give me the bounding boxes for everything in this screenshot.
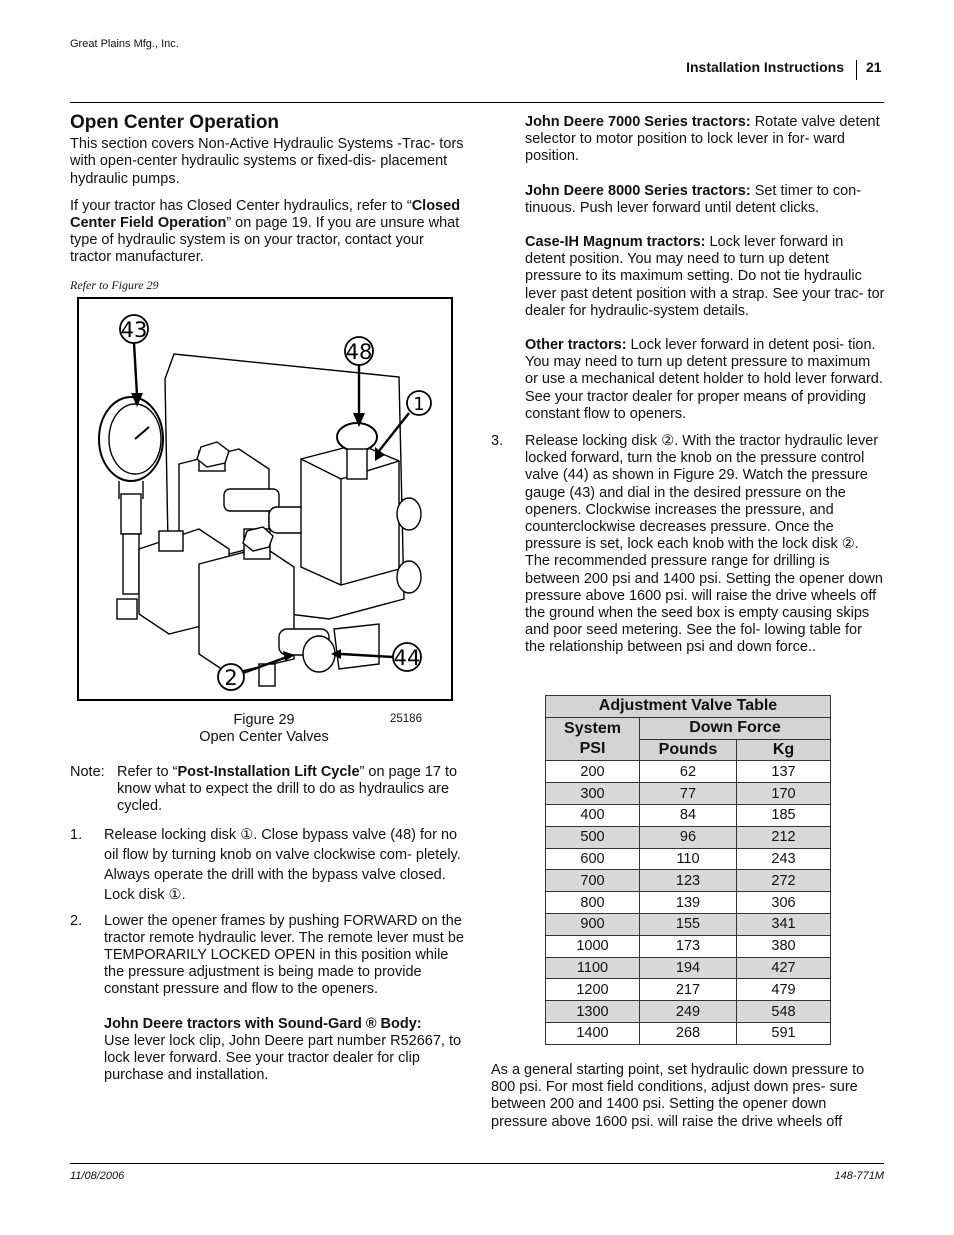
note-block <box>70 764 465 816</box>
figure-caption-number: Figure 29 <box>233 712 295 728</box>
col-header-system-psi <box>546 717 640 761</box>
cell-psi: 500 <box>546 826 640 848</box>
table-row <box>546 783 831 805</box>
cell-psi: 1100 <box>546 957 640 979</box>
closed-pre: If your tractor has Closed Center hydraulics, refer to “ <box>70 197 412 214</box>
callout-2: 2 <box>224 666 238 690</box>
cell-kg: 380 <box>737 935 831 957</box>
callout-48: 48 <box>345 340 373 364</box>
left-column <box>70 114 465 294</box>
jd-sound-gard-text: Use lever lock clip, John Deere part number R52667, to lock lever forward. See your tractor dealer for clip purchase and installation. <box>104 1032 462 1084</box>
note-post: ” on page 17 to know what to expect the drill to do as hydraulics are cycled. <box>117 764 458 815</box>
cell-psi: 900 <box>546 913 640 935</box>
cell-pounds: 123 <box>640 870 737 892</box>
callout-43: 43 <box>120 318 148 342</box>
cell-pounds: 217 <box>640 979 737 1001</box>
cell-kg: 548 <box>737 1001 831 1023</box>
cell-kg: 243 <box>737 848 831 870</box>
footer-rule <box>70 1163 884 1164</box>
table-row <box>546 804 831 826</box>
cell-psi: 300 <box>546 783 640 805</box>
cell-psi: 800 <box>546 892 640 914</box>
cell-psi: 1400 <box>546 1022 640 1044</box>
closed-link-text: Closed Center Field Operation <box>70 197 461 232</box>
figure-part-number: 25186 <box>390 713 422 725</box>
cell-psi: 1200 <box>546 979 640 1001</box>
figure-29-frame <box>77 297 453 701</box>
figure-caption <box>180 712 348 746</box>
jd7000-paragraph <box>491 114 886 166</box>
step-3-text: Release locking disk ②. With the tractor hydraulic lever locked forward, turn the knob on the pressure control valve (44) as shown in Figure 29. Watch the pressure gauge (43) and dial in the desired pressure on the openers. Clockwise increases the pressure, and counterclockwise decreases pressure. Once the pressure is set, lock each knob with the lock disk ②. The recommended pressure range for drilling is between 200 psi and 1400 psi. Setting the opener down pressure above 1600 psi. will raise the drive wheels off the ground when the seed box is empty causing skips and poor seed metering. See the fol- lowing table for the relationship between psi and down force.. <box>525 433 883 656</box>
adjustment-valve-table <box>545 695 831 1045</box>
cell-kg: 427 <box>737 957 831 979</box>
table-row <box>546 935 831 957</box>
cell-pounds: 84 <box>640 804 737 826</box>
col-header-system: System <box>564 720 621 738</box>
cell-kg: 306 <box>737 892 831 914</box>
case-ih-paragraph <box>491 234 886 320</box>
cell-kg: 212 <box>737 826 831 848</box>
cell-kg: 170 <box>737 783 831 805</box>
jd7000-heading: John Deere 7000 Series tractors: <box>525 114 751 130</box>
jd8000-heading: John Deere 8000 Series tractors: <box>525 182 751 199</box>
cell-pounds: 194 <box>640 957 737 979</box>
cell-pounds: 249 <box>640 1001 737 1023</box>
cell-pounds: 110 <box>640 848 737 870</box>
table-row <box>546 1022 831 1044</box>
page-number: 21 <box>866 59 882 75</box>
col-header-pounds: Pounds <box>640 739 737 761</box>
table-body <box>546 761 831 1044</box>
col-header-kg: Kg <box>737 739 831 761</box>
cell-pounds: 96 <box>640 826 737 848</box>
table-row <box>546 761 831 783</box>
col-header-psi: PSI <box>579 740 606 758</box>
cell-kg: 341 <box>737 913 831 935</box>
cell-kg: 591 <box>737 1022 831 1044</box>
case-ih-heading: Case-IH Magnum tractors: <box>525 234 706 251</box>
jd8000-text: Set timer to con- tinuous. Push lever forward until detent clicks. <box>525 182 862 216</box>
figure-caption-title: Open Center Valves <box>199 729 329 745</box>
figure-reference: Refer to Figure 29 <box>70 277 159 292</box>
jd7000-text: Rotate valve detent selector to motor position to lock lever in for- ward position. <box>525 114 880 165</box>
table-title: Adjustment Valve Table <box>546 696 831 718</box>
table-row <box>546 979 831 1001</box>
table-row <box>546 826 831 848</box>
section-title: Open Center Operation <box>70 112 280 133</box>
right-column <box>491 114 886 657</box>
cell-pounds: 268 <box>640 1022 737 1044</box>
closing-paragraph: As a general starting point, set hydraulic down pressure to 800 psi. For most field conditions, adjust down pres- sure between 200 and 1400 psi. Setting the opener down pressure above 1600 psi. will raise the drive wheels off <box>491 1062 865 1130</box>
step-2 <box>70 913 465 999</box>
header-divider <box>856 60 857 80</box>
header-rule <box>70 102 884 103</box>
note-pre: Refer to “ <box>117 764 178 780</box>
callout-1: 1 <box>413 394 425 415</box>
cell-psi: 1300 <box>546 1001 640 1023</box>
cell-pounds: 155 <box>640 913 737 935</box>
step-3-number: 3. <box>491 433 504 450</box>
company-name: Great Plains Mfg., Inc. <box>70 38 179 50</box>
table-row <box>546 913 831 935</box>
footer-document-number: 148-771M <box>834 1170 884 1182</box>
closed-post: ” on page 19. If you are unsure what type of hydraulic system is on your tractor, contact your tractor manufacturer. <box>70 215 460 266</box>
step-2-text: Lower the opener frames by pushing FORWARD on the tractor remote hydraulic lever. The remote lever must be TEMPORARILY LOCKED OPEN in this position while the pressure adjustment is being made to provide constant pressure and flow to the openers. <box>104 912 464 998</box>
cell-kg: 479 <box>737 979 831 1001</box>
cell-pounds: 173 <box>640 935 737 957</box>
jd-sound-gard-block <box>70 1016 465 1085</box>
open-center-valves-illustration <box>79 299 451 699</box>
closed-center-paragraph <box>70 198 465 267</box>
table-row <box>546 848 831 870</box>
table-row <box>546 870 831 892</box>
table-row <box>546 957 831 979</box>
cell-pounds: 139 <box>640 892 737 914</box>
cell-kg: 185 <box>737 804 831 826</box>
step-1 <box>70 825 465 905</box>
intro-paragraph: This section covers Non-Active Hydraulic Systems -Trac- tors with open-center hydraulic systems or fixed-dis- placement hydraulic pumps. <box>70 136 464 187</box>
step-1-number: 1. <box>70 826 83 843</box>
cell-pounds: 62 <box>640 761 737 783</box>
table-row <box>546 892 831 914</box>
cell-psi: 700 <box>546 870 640 892</box>
cell-psi: 1000 <box>546 935 640 957</box>
header-section-title: Installation Instructions <box>686 59 844 75</box>
cell-kg: 137 <box>737 761 831 783</box>
note-label: Note: <box>70 764 105 780</box>
other-tractors-paragraph <box>491 337 886 423</box>
callout-44: 44 <box>393 646 421 670</box>
note-link-text: Post-Installation Lift Cycle <box>177 764 360 780</box>
footer-date: 11/08/2006 <box>70 1170 125 1182</box>
table-row <box>546 1001 831 1023</box>
other-tractors-text: Lock lever forward in detent posi- tion. You may need to turn up detent pressure to maximum or use a mechanical detent holder to hold lever forward. See your tractor dealer for proper means of providing constant flow to openers. <box>525 337 883 422</box>
step-2-number: 2. <box>70 912 83 929</box>
step-1-text: Release locking disk ①. Close bypass valve (48) for no oil flow by turning knob on valve clockwise com- pletely. Always operate the drill with the bypass valve closed. Lock disk ①. <box>104 826 461 903</box>
case-ih-text: Lock lever forward in detent position. You may need to turn up detent pressure to its maximum setting. Do not tie hydraulic lever past detent position with a strap. See your trac- tor dealer for hydraulic-system details. <box>525 234 885 319</box>
other-tractors-heading: Other tractors: <box>525 337 627 354</box>
jd-sound-gard-heading: John Deere tractors with Sound-Gard ® Body: <box>104 1015 422 1032</box>
left-column-lower <box>70 764 465 1084</box>
cell-kg: 272 <box>737 870 831 892</box>
col-header-down-force: Down Force <box>640 717 831 739</box>
cell-psi: 200 <box>546 761 640 783</box>
cell-psi: 400 <box>546 804 640 826</box>
jd8000-paragraph <box>491 183 886 217</box>
cell-pounds: 77 <box>640 783 737 805</box>
cell-psi: 600 <box>546 848 640 870</box>
step-3 <box>491 433 886 657</box>
